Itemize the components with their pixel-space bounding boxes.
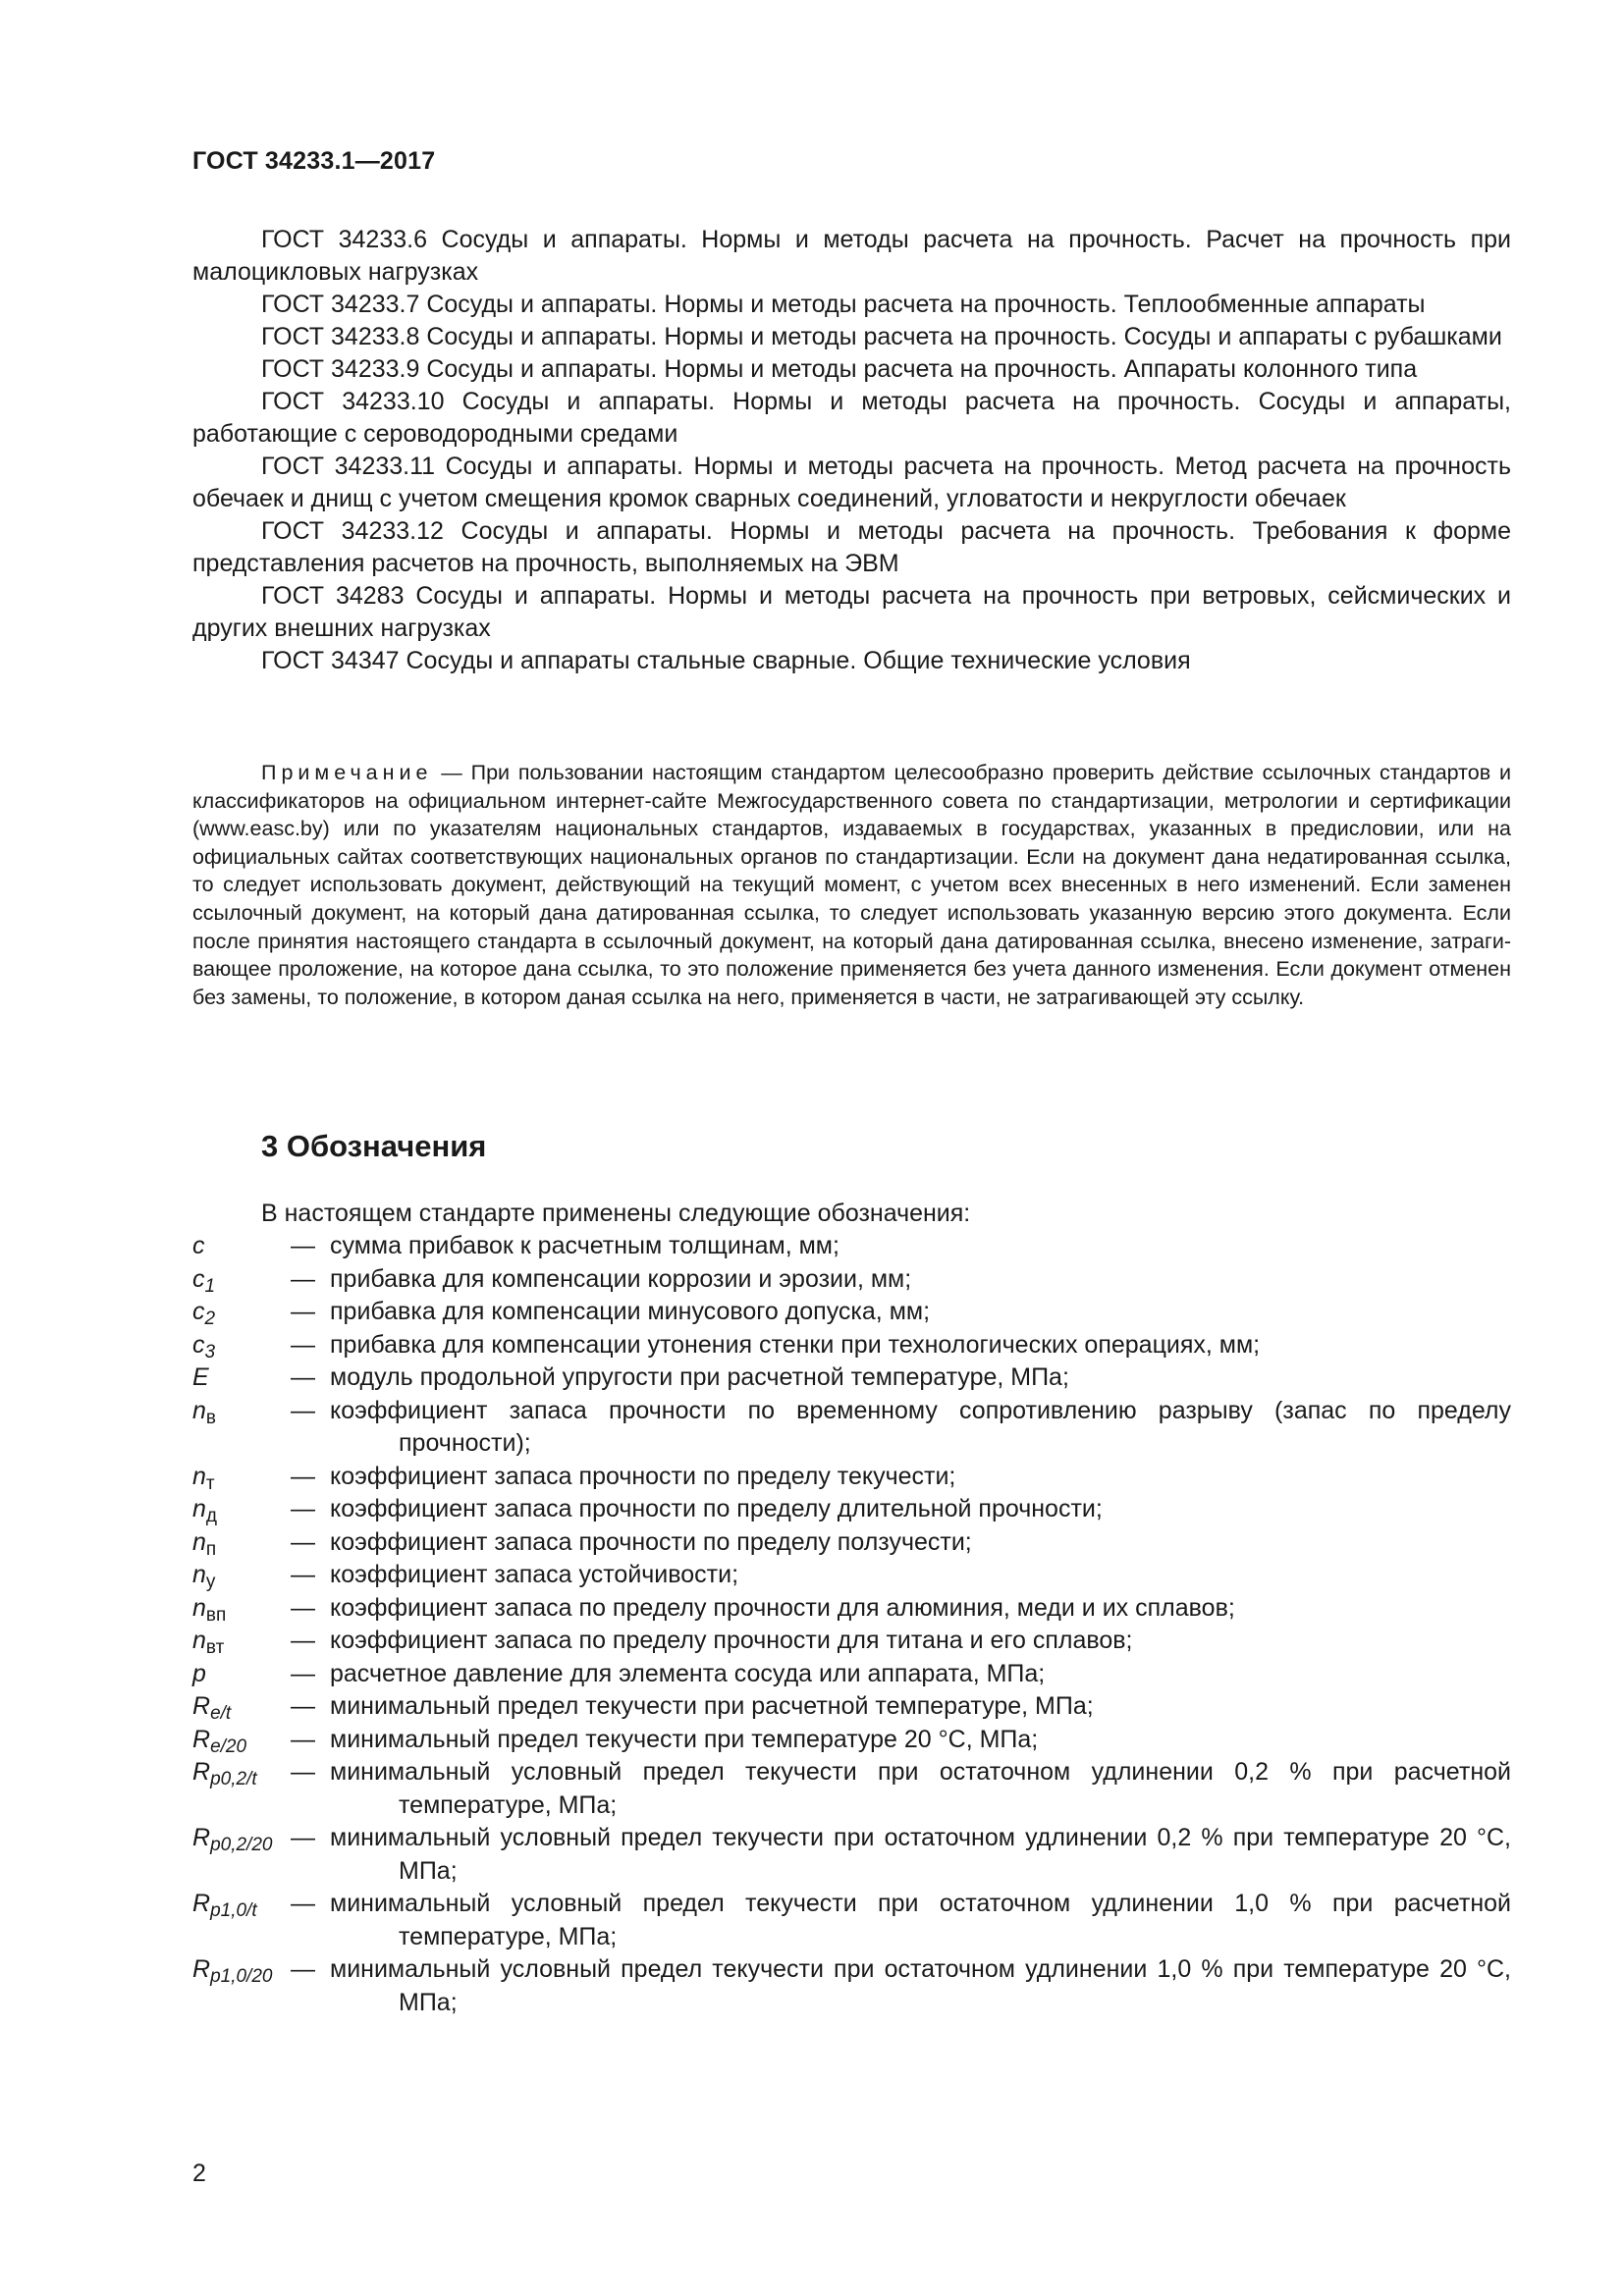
symbol-subscript: п [205, 1538, 217, 1560]
symbol-base: c [192, 1330, 205, 1359]
symbol-row [192, 1822, 1511, 1888]
symbol-row [192, 1526, 1511, 1560]
symbol-base: R [192, 1824, 211, 1851]
symbol-description: коэффициент запаса прочности по временному сопротивлению разрыву (запас по пределу прочности); [330, 1396, 1511, 1457]
symbol-subscript: т [205, 1472, 215, 1494]
symbol-dash: — [291, 1955, 315, 1983]
symbol-base: E [192, 1363, 209, 1391]
symbol-subscript: вп [205, 1604, 227, 1626]
symbol-row [192, 1362, 1511, 1395]
symbol-notation [192, 1329, 291, 1362]
symbol-subscript: e/20 [210, 1735, 247, 1757]
section-intro: В настоящем стандарте применены следующие обозначения: [261, 1200, 971, 1227]
symbol-description: минимальный предел текучести при расчетной температуре, МПа; [330, 1692, 1094, 1720]
symbol-description: прибавка для компенсации утонения стенки при технологических операциях, мм; [330, 1330, 1261, 1359]
symbol-dash: — [291, 1659, 315, 1687]
symbol-row [192, 1461, 1511, 1494]
section-title: 3 Обозначения [261, 1129, 487, 1163]
symbol-subscript: p0,2/20 [210, 1835, 273, 1855]
symbol-subscript: p1,0/20 [210, 1966, 273, 1987]
symbol-description: прибавка для компенсации коррозии и эрозии, мм; [330, 1264, 912, 1293]
symbol-row [192, 1592, 1511, 1626]
symbol-dash: — [291, 1462, 315, 1490]
reference-item: ГОСТ 34233.6 Сосуды и аппараты. Нормы и методы расчета на прочность. Расчет на прочность при малоцикловых нагрузках [192, 226, 1511, 286]
symbol-dash: — [291, 1298, 315, 1325]
symbol-notation [192, 1690, 291, 1724]
note-label: Примечание [261, 761, 433, 784]
symbol-dash: — [291, 1330, 315, 1359]
symbol-base: c [192, 1298, 205, 1325]
symbol-description: сумма прибавок к расчетным толщинам, мм; [330, 1232, 839, 1259]
symbol-description: коэффициент запаса устойчивости; [330, 1561, 739, 1588]
symbol-notation [192, 1625, 291, 1658]
symbol-description: минимальный условный предел текучести при остаточном удлинении 1,0 % при температуре 20 °С, МПа; [330, 1955, 1511, 2016]
symbol-dash: — [291, 1627, 315, 1654]
symbol-dash: — [291, 1232, 315, 1259]
symbol-description: коэффициент запаса прочности по пределу длительной прочности; [330, 1495, 1103, 1522]
symbol-row [192, 1888, 1511, 1953]
symbol-subscript: p1,0/t [210, 1900, 257, 1921]
symbol-subscript: вт [205, 1637, 225, 1658]
symbol-notation [192, 1493, 291, 1526]
symbol-dash: — [291, 1561, 315, 1588]
reference-item: ГОСТ 34233.11 Сосуды и аппараты. Нормы и методы расчета на прочность. Метод расчета на прочность обечаек и днищ с учетом смещения кромок сварных соединений, угловатости и некруглости обечаек [192, 453, 1511, 512]
symbol-dash: — [291, 1890, 315, 1917]
symbol-row [192, 1395, 1511, 1461]
symbol-base: n [192, 1462, 206, 1490]
symbol-row [192, 1724, 1511, 1757]
symbol-notation [192, 1888, 291, 1921]
symbol-row [192, 1263, 1511, 1297]
symbol-base: n [192, 1561, 206, 1588]
symbol-row [192, 1329, 1511, 1362]
reference-item: ГОСТ 34233.9 Сосуды и аппараты. Нормы и методы расчета на прочность. Аппараты колонного типа [261, 355, 1418, 383]
symbol-base: p [192, 1659, 206, 1687]
symbol-notation [192, 1658, 291, 1691]
symbol-notation [192, 1263, 291, 1297]
symbol-dash: — [291, 1495, 315, 1522]
symbol-description: коэффициент запаса по пределу прочности для алюминия, меди и их сплавов; [330, 1593, 1235, 1622]
symbol-dash: — [291, 1593, 315, 1622]
symbol-base: n [192, 1593, 206, 1622]
note-paragraph [192, 759, 1511, 1011]
symbol-dash: — [291, 1692, 315, 1720]
symbol-base: R [192, 1725, 211, 1753]
symbol-dash: — [291, 1264, 315, 1293]
symbol-row [192, 1296, 1511, 1329]
symbol-row [192, 1493, 1511, 1526]
symbol-subscript: в [205, 1407, 216, 1428]
reference-item: ГОСТ 34233.12 Сосуды и аппараты. Нормы и методы расчета на прочность. Требования к форме представления расчетов на прочность, выполняемых на ЭВМ [192, 517, 1511, 577]
symbol-description: коэффициент запаса прочности по пределу ползучести; [330, 1527, 972, 1556]
note-text: При пользовании настоящим стандартом целесообразно проверить действие ссылочных стандартов и классификаторов на официальном интернет-сайте Межгосударственного совета по стандартизации, метрологии и сертификации (www.easc.by) или по указателям национальных стандартов, издаваемых в государствах, указанных в предисловии, или на официальных сайтах соответствующих национальных органов по стандартизации. Если на документ дана недатированная ссылка, то следует использовать документ, действующий на текущий момент, с учетом всех внесенных в него изменений. Если заменен ссылочный документ, на который дана датированная ссылка, то следует использовать указанную версию этого документа. Если после принятия настоящего стандарта в ссылочный документ, на который дана датированная ссылка, внесено изменение, затрагивающее проложение, на которое дана ссылка, то это положение применяется без учета данного изменения. Если документ отменен без замены, то положение, в котором даная ссылка на него, применяется в части, не затрагивающей эту ссылку. [192, 761, 1511, 1009]
page-number: 2 [192, 2160, 206, 2187]
symbol-notation [192, 1592, 291, 1626]
reference-item: ГОСТ 34233.7 Сосуды и аппараты. Нормы и методы расчета на прочность. Теплообменные аппараты [261, 291, 1426, 318]
symbol-description: минимальный условный предел текучести при остаточном удлинении 0,2 % при расчетной температуре, МПа; [330, 1758, 1511, 1819]
symbol-row [192, 1625, 1511, 1658]
symbol-notation [192, 1822, 291, 1855]
symbol-notation [192, 1230, 291, 1263]
symbol-notation [192, 1756, 291, 1789]
symbol-description: коэффициент запаса по пределу прочности для титана и его сплавов; [330, 1627, 1133, 1654]
reference-item: ГОСТ 34233.10 Сосуды и аппараты. Нормы и методы расчета на прочность. Сосуды и аппараты, работающие с сероводородными средами [192, 388, 1511, 448]
symbol-description: прибавка для компенсации минусового допуска, мм; [330, 1298, 931, 1325]
symbol-description: модуль продольной упругости при расчетной температуре, МПа; [330, 1363, 1069, 1391]
symbol-notation [192, 1362, 291, 1395]
symbol-base: n [192, 1527, 206, 1556]
symbol-description: расчетное давление для элемента сосуда или аппарата, МПа; [330, 1659, 1046, 1687]
note-separator: — [432, 761, 471, 784]
symbol-base: R [192, 1692, 211, 1720]
symbol-row [192, 1230, 1511, 1263]
document-header: ГОСТ 34233.1—2017 [192, 147, 436, 175]
symbol-base: R [192, 1955, 211, 1983]
symbol-row [192, 1658, 1511, 1691]
symbol-notation [192, 1559, 291, 1592]
symbol-base: c [192, 1232, 205, 1259]
reference-item: ГОСТ 34347 Сосуды и аппараты стальные сварные. Общие технические условия [261, 647, 1191, 674]
symbol-row [192, 1953, 1511, 2019]
symbol-base: n [192, 1495, 206, 1522]
symbol-description: минимальный условный предел текучести при остаточном удлинении 1,0 % при расчетной температуре, МПа; [330, 1890, 1511, 1950]
symbol-subscript: 1 [204, 1275, 216, 1297]
symbol-description: минимальный условный предел текучести при остаточном удлинении 0,2 % при температуре 20 °С, МПа; [330, 1824, 1511, 1885]
symbol-notation [192, 1953, 291, 1987]
symbol-notation [192, 1724, 291, 1757]
symbol-description: минимальный предел текучести при температуре 20 °С, МПа; [330, 1725, 1039, 1753]
symbol-base: c [192, 1264, 205, 1293]
symbols-list [192, 1230, 1511, 2019]
symbol-base: R [192, 1890, 211, 1917]
symbol-base: R [192, 1758, 211, 1786]
symbol-dash: — [291, 1725, 315, 1753]
symbol-row [192, 1559, 1511, 1592]
symbol-notation [192, 1395, 291, 1428]
symbol-base: n [192, 1396, 206, 1424]
symbol-subscript: д [205, 1506, 217, 1526]
symbol-subscript: 3 [204, 1341, 216, 1362]
normative-references-list [192, 224, 1511, 677]
symbol-subscript: у [205, 1572, 216, 1592]
symbol-notation [192, 1526, 291, 1560]
symbol-subscript: p0,2/t [210, 1769, 257, 1789]
symbol-dash: — [291, 1824, 315, 1851]
symbol-notation [192, 1461, 291, 1494]
symbol-dash: — [291, 1758, 315, 1786]
symbol-row [192, 1756, 1511, 1822]
symbol-dash: — [291, 1363, 315, 1391]
reference-item: ГОСТ 34233.8 Сосуды и аппараты. Нормы и методы расчета на прочность. Сосуды и аппараты с рубашками [261, 323, 1502, 350]
symbol-row [192, 1690, 1511, 1724]
symbol-subscript: 2 [204, 1308, 216, 1329]
reference-item: ГОСТ 34283 Сосуды и аппараты. Нормы и методы расчета на прочность при ветровых, сейсмических и других внешних нагрузках [192, 582, 1511, 642]
symbol-dash: — [291, 1527, 315, 1556]
symbol-base: n [192, 1627, 206, 1654]
symbol-subscript: e/t [210, 1703, 232, 1724]
symbol-dash: — [291, 1396, 315, 1424]
symbol-description: коэффициент запаса прочности по пределу текучести; [330, 1462, 956, 1490]
symbol-notation [192, 1296, 291, 1329]
